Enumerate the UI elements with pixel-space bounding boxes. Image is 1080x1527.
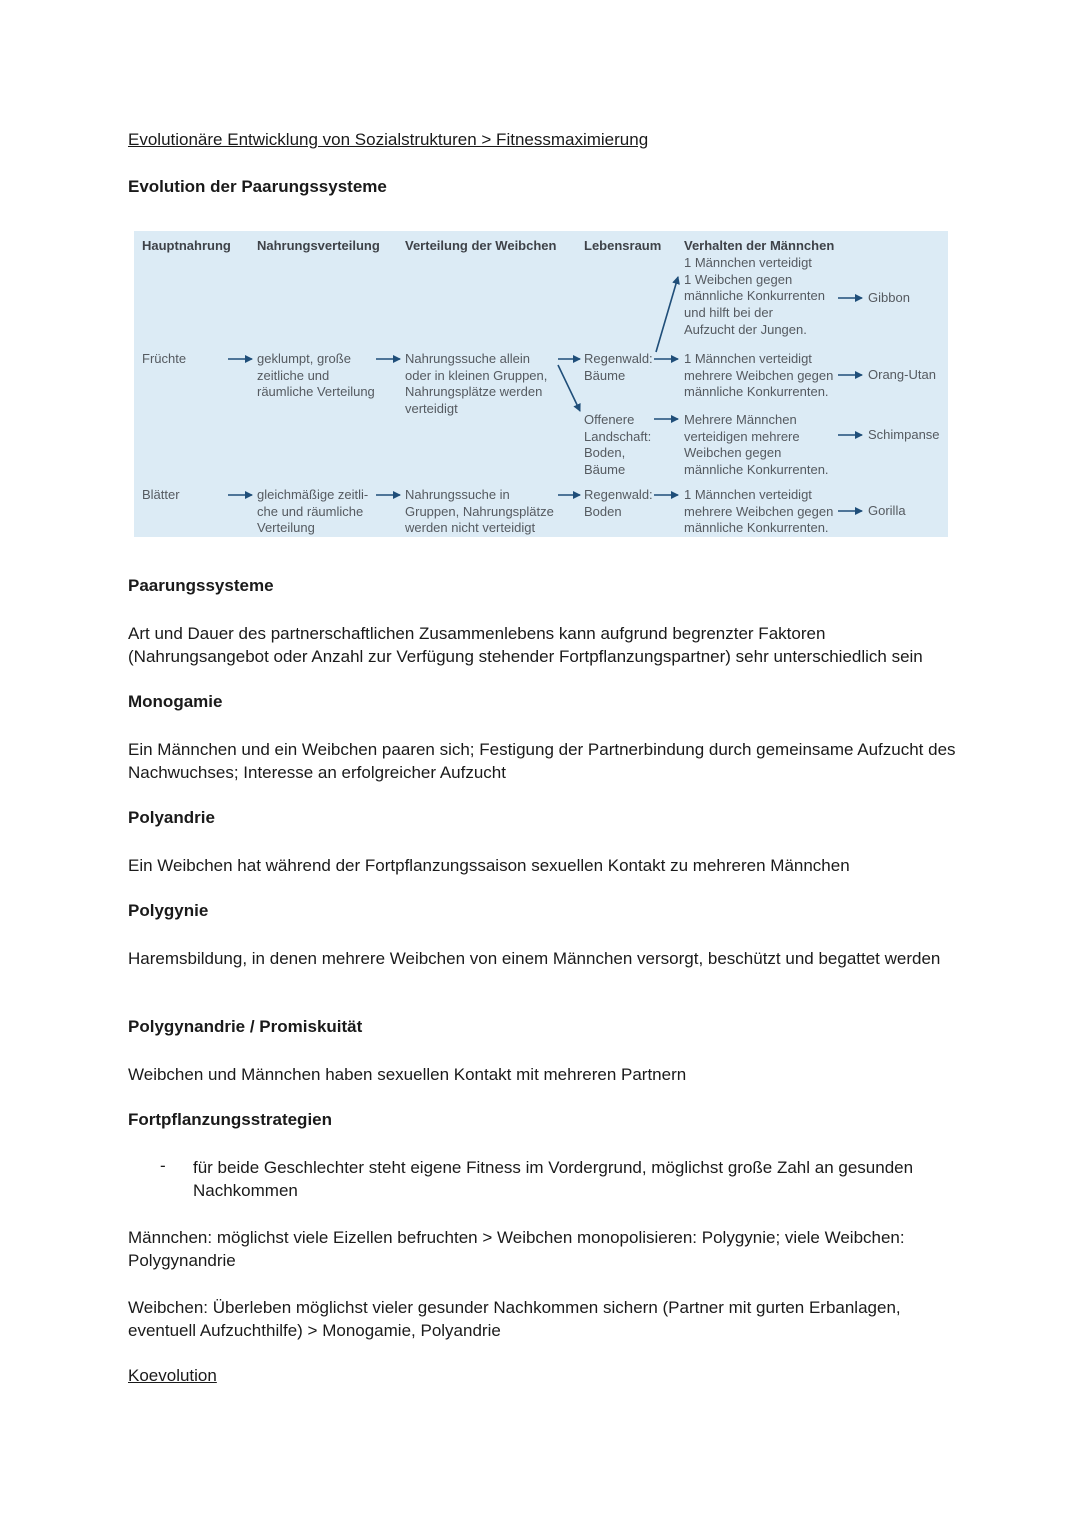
text-line: mehrere Weibchen gegen [684,367,834,383]
text-line: männliche Konkurrenten. [684,520,829,536]
text-line: Boden, [584,445,626,461]
text-line: männliche Konkurrenten. [684,462,829,478]
text-line: werden nicht verteidigt [405,520,536,536]
text-line: gleichmäßige zeitli- [257,487,369,502]
strategies-bullet-text: für beide Geschlechter steht eigene Fitness im Vordergrund, möglichst große Zahl an gesunden Nachkommen [193,1158,914,1200]
male-behavior-gibbon [684,255,825,339]
breadcrumb: Evolutionäre Entwicklung von Sozialstrukturen > Fitnessmaximierung [128,130,649,149]
title-monogamy: Monogamie [128,692,223,711]
text-line: Mehrere Männchen [684,412,797,427]
text-line: räumliche Verteilung [257,384,375,400]
section-title-evolution: Evolution der Paarungssysteme [128,177,387,196]
text-line: che und räumliche [257,503,364,519]
food-distribution-fruits [257,351,375,401]
species-gorilla: Gorilla [868,503,906,518]
mating-systems-text: Art und Dauer des partnerschaftlichen Zusammenlebens kann aufgrund begrenzter Faktoren (Nahrungsangebot oder Anzahl zur Verfügung stehender Fortpflanzungspartner) sehr unterschiedlich sein [128,624,923,666]
text-line: Regenwald: [584,351,653,366]
header-female-distribution: Verteilung der Weibchen [405,238,557,253]
text-line: mehrere Weibchen gegen [684,503,834,519]
habitat-open-landscape [584,412,651,479]
text-polygyny: Haremsbildung, in denen mehrere Weibchen von einem Männchen versorgt, beschützt und begattet werden [128,949,941,968]
text-females-strategy: Weibchen: Überleben möglichst vieler gesunder Nachkommen sichern (Partner mit gurten Erbanlagen, eventuell Aufzuchthilfe) > Monogamie, Polyandrie [128,1298,901,1340]
text-line: 1 Männchen verteidigt [684,487,812,502]
food-distribution-leaves [257,487,368,537]
text-line: verteidigt [405,401,458,417]
text-line: oder in kleinen Gruppen, [405,367,548,383]
text-line: Verteilung [257,520,315,536]
title-polyandry: Polyandrie [128,808,215,827]
text-line: Bäume [584,462,626,478]
text-line: Nahrungsplätze werden [405,384,543,400]
text-line: Gruppen, Nahrungsplätze [405,503,554,519]
food-leaves: Blätter [142,487,180,502]
habitat-rainforest-trees [584,351,653,384]
text-polyandry: Ein Weibchen hat während der Fortpflanzungssaison sexuellen Kontakt zu mehreren Männchen [128,856,850,875]
text-line: Nahrungssuche in [405,487,510,502]
text-line: Landschaft: [584,428,652,444]
text-line: verteidigen mehrere [684,428,800,444]
text-line: männliche Konkurrenten. [684,384,829,400]
species-gibbon: Gibbon [868,290,910,305]
text-line: 1 Weibchen gegen [684,271,793,287]
text-monogamy: Ein Männchen und ein Weibchen paaren sich; Festigung der Partnerbindung durch gemeinsame Aufzucht des Nachwuchses; Interesse an erfolgreicher Aufzucht [128,740,956,782]
female-distribution-leaves [405,487,554,537]
header-male-behavior: Verhalten der Männchen [684,238,835,253]
text-line: Bäume [584,367,626,383]
male-behavior-orang [684,351,833,401]
female-distribution-fruits [405,351,547,418]
bullet-dash: - [160,1156,166,1175]
species-orang-utan: Orang-Utan [868,367,936,382]
text-line: Boden [584,503,622,519]
text-line: Weibchen gegen [684,445,782,461]
species-chimpanzee: Schimpanse [868,427,940,442]
title-polygynandry: Polygynandrie / Promiskuität [128,1017,363,1036]
habitat-rainforest-ground [584,487,653,520]
text-line: 1 Männchen verteidigt [684,351,812,366]
section-title-mating-systems: Paarungssysteme [128,576,274,595]
text-line: Offenere [584,412,635,427]
text-line: Regenwald: [584,487,653,502]
text-line: männliche Konkurrenten [684,288,825,304]
male-behavior-chimp [684,412,829,479]
header-food: Hauptnahrung [142,238,231,253]
text-line: geklumpt, große [257,351,351,366]
text-males-strategy: Männchen: möglichst viele Eizellen befruchten > Weibchen monopolisieren: Polygynie; viele Weibchen: Polygynandrie [128,1228,905,1270]
text-line: und hilft bei der [684,305,773,321]
header-habitat: Lebensraum [584,238,662,253]
title-reproductive-strategies: Fortpflanzungsstrategien [128,1110,333,1129]
header-food-distribution: Nahrungsverteilung [257,238,380,253]
mating-systems-diagram [134,231,948,537]
text-line: Nahrungssuche allein [405,351,531,366]
food-fruits: Früchte [142,351,187,366]
text-line: Aufzucht der Jungen. [684,321,807,337]
title-polygyny: Polygynie [128,901,209,920]
koevolution-link[interactable]: Koevolution [128,1366,217,1385]
text-line: zeitliche und [257,367,330,383]
text-line: 1 Männchen verteidigt [684,255,812,270]
male-behavior-gorilla [684,487,833,537]
text-polygynandry: Weibchen und Männchen haben sexuellen Kontakt mit mehreren Partnern [128,1065,687,1084]
